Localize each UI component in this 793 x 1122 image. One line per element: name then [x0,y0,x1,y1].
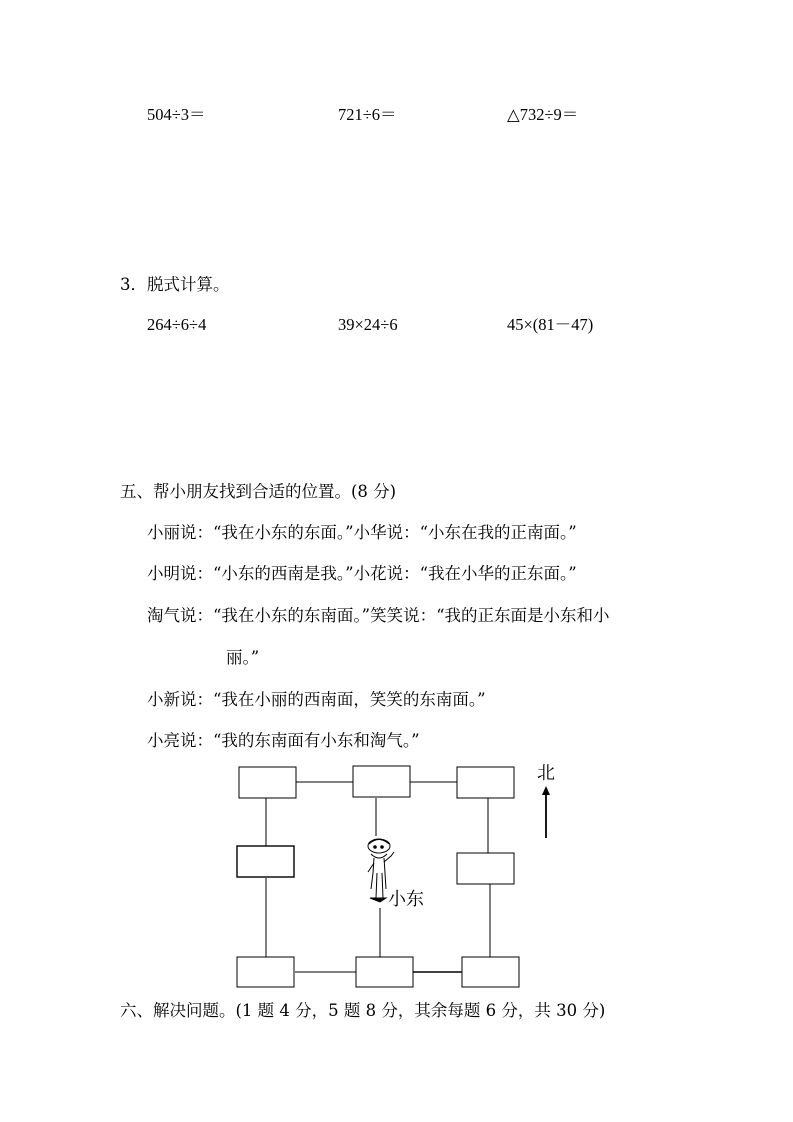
statement-line: 小亮说：“我的东南面有小东和淘气。” [147,731,420,750]
answer-box-bottom-middle [356,957,413,987]
position-diagram [228,758,598,990]
answer-box-middle-left [237,846,294,877]
answer-box-bottom-right [462,957,519,987]
answer-box-top-middle [353,766,410,797]
statement-line: 淘气说：“我在小东的东南面。”笑笑说：“我的正东面是小东和小 [147,606,610,625]
statement-line: 丽。” [226,648,260,667]
q3-problem-2: 39×24÷6 [338,315,398,334]
north-arrow-icon [542,786,550,838]
answer-box-top-right [457,767,514,798]
division-problem-1: 504÷3＝ [147,105,206,124]
section5-heading: 五、帮小朋友找到合适的位置。(8 分) [120,482,397,501]
division-problem-3: △732÷9＝ [507,105,579,124]
answer-box-bottom-left [237,957,294,987]
q3-problem-3: 45×(81－47) [507,315,594,334]
statement-line: 小明说：“小东的西南是我。”小花说：“我在小华的正东面。” [147,564,577,583]
q3-heading: 3．脱式计算。 [120,275,230,294]
division-problem-2: 721÷6＝ [338,105,397,124]
answer-box-top-left [239,767,296,798]
xiaodong-label: 小东 [388,889,424,910]
q3-problem-1: 264÷6÷4 [147,315,207,334]
answer-box-middle-right [457,853,514,884]
statement-line: 小新说：“我在小丽的西南面，笑笑的东南面。” [147,690,486,709]
north-label: 北 [537,763,555,784]
section6-heading: 六、解决问题。(1 题 4 分，5 题 8 分，其余每题 6 分，共 30 分) [120,1001,606,1020]
statement-line: 小丽说：“我在小东的东面。”小华说：“小东在我的正南面。” [147,523,577,542]
